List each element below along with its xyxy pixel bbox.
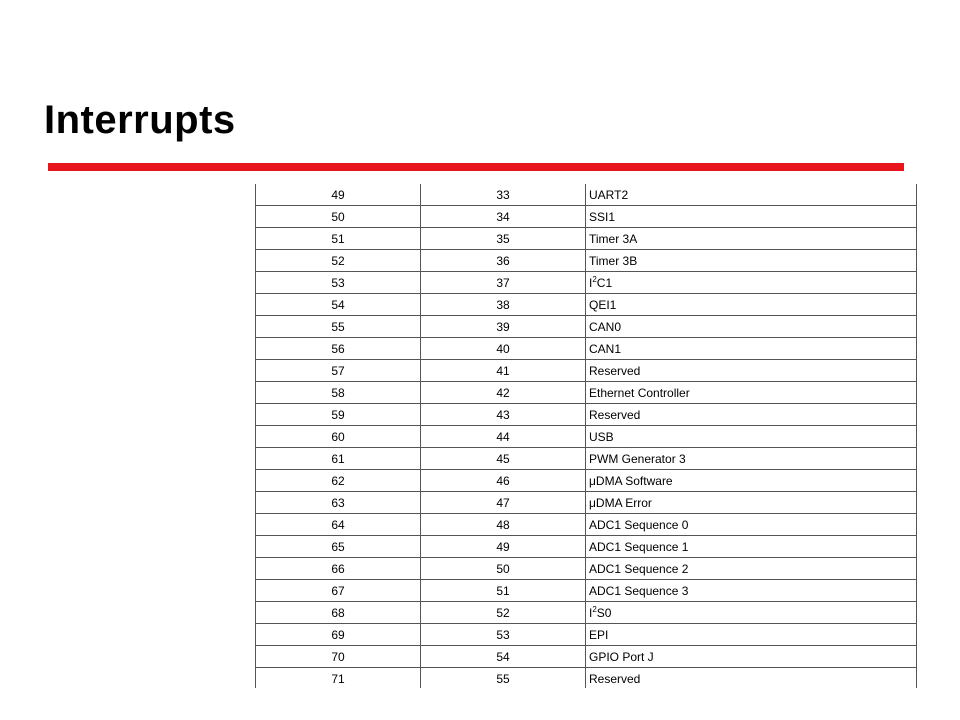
description-cell: ADC1 Sequence 3 xyxy=(586,580,917,602)
table-row xyxy=(256,492,917,514)
vector-number-cell: 65 xyxy=(256,536,421,558)
vector-number-cell: 54 xyxy=(256,294,421,316)
vector-number-cell: 60 xyxy=(256,426,421,448)
description-cell: Reserved xyxy=(586,360,917,382)
vector-number-cell: 57 xyxy=(256,360,421,382)
description-prefix: I xyxy=(589,275,593,290)
vector-number-cell: 71 xyxy=(256,668,421,689)
description-cell: ADC1 Sequence 1 xyxy=(586,536,917,558)
table-row xyxy=(256,426,917,448)
description-suffix: C1 xyxy=(596,275,613,290)
description-cell: Timer 3A xyxy=(586,228,917,250)
description-cell: Reserved xyxy=(586,404,917,426)
description-cell: ADC1 Sequence 2 xyxy=(586,558,917,580)
interrupt-number-cell: 49 xyxy=(421,536,586,558)
interrupt-table-container xyxy=(255,184,917,688)
table-row xyxy=(256,184,917,206)
description-cell xyxy=(586,272,917,294)
table-row xyxy=(256,228,917,250)
vector-number-cell: 67 xyxy=(256,580,421,602)
vector-number-cell: 58 xyxy=(256,382,421,404)
interrupt-number-cell: 54 xyxy=(421,646,586,668)
vector-number-cell: 69 xyxy=(256,624,421,646)
description-superscript: 2 xyxy=(592,274,597,284)
table-row xyxy=(256,624,917,646)
table-row xyxy=(256,250,917,272)
interrupt-number-cell: 50 xyxy=(421,558,586,580)
interrupt-number-cell: 33 xyxy=(421,184,586,206)
vector-number-cell: 66 xyxy=(256,558,421,580)
vector-number-cell: 51 xyxy=(256,228,421,250)
interrupt-number-cell: 52 xyxy=(421,602,586,624)
interrupt-number-cell: 44 xyxy=(421,426,586,448)
description-cell: UART2 xyxy=(586,184,917,206)
description-cell: ADC1 Sequence 0 xyxy=(586,514,917,536)
table-row xyxy=(256,646,917,668)
interrupt-number-cell: 39 xyxy=(421,316,586,338)
title-underline-rule xyxy=(48,163,904,171)
vector-number-cell: 68 xyxy=(256,602,421,624)
description-cell: Timer 3B xyxy=(586,250,917,272)
interrupt-number-cell: 38 xyxy=(421,294,586,316)
vector-number-cell: 52 xyxy=(256,250,421,272)
vector-number-cell: 53 xyxy=(256,272,421,294)
description-cell: Reserved xyxy=(586,668,917,689)
interrupt-number-cell: 53 xyxy=(421,624,586,646)
description-cell: Ethernet Controller xyxy=(586,382,917,404)
table-row xyxy=(256,470,917,492)
table-row xyxy=(256,580,917,602)
description-cell: PWM Generator 3 xyxy=(586,448,917,470)
interrupt-number-cell: 42 xyxy=(421,382,586,404)
interrupt-table-body xyxy=(256,184,917,688)
table-row xyxy=(256,602,917,624)
table-row xyxy=(256,338,917,360)
vector-number-cell: 50 xyxy=(256,206,421,228)
vector-number-cell: 64 xyxy=(256,514,421,536)
interrupt-number-cell: 41 xyxy=(421,360,586,382)
table-row xyxy=(256,272,917,294)
description-prefix: I xyxy=(589,605,593,620)
table-row xyxy=(256,382,917,404)
interrupt-number-cell: 37 xyxy=(421,272,586,294)
description-cell xyxy=(586,602,917,624)
description-cell: GPIO Port J xyxy=(586,646,917,668)
vector-number-cell: 59 xyxy=(256,404,421,426)
table-row xyxy=(256,514,917,536)
description-cell: μDMA Software xyxy=(586,470,917,492)
table-row xyxy=(256,316,917,338)
interrupt-number-cell: 45 xyxy=(421,448,586,470)
table-row xyxy=(256,448,917,470)
interrupt-number-cell: 48 xyxy=(421,514,586,536)
interrupt-number-cell: 35 xyxy=(421,228,586,250)
description-cell: USB xyxy=(586,426,917,448)
vector-number-cell: 55 xyxy=(256,316,421,338)
description-cell: μDMA Error xyxy=(586,492,917,514)
interrupt-number-cell: 36 xyxy=(421,250,586,272)
table-row xyxy=(256,294,917,316)
interrupt-number-cell: 34 xyxy=(421,206,586,228)
vector-number-cell: 61 xyxy=(256,448,421,470)
vector-number-cell: 70 xyxy=(256,646,421,668)
description-cell: SSI1 xyxy=(586,206,917,228)
table-row xyxy=(256,206,917,228)
table-row xyxy=(256,536,917,558)
description-cell: CAN0 xyxy=(586,316,917,338)
slide-title: Interrupts xyxy=(44,98,236,142)
description-cell: CAN1 xyxy=(586,338,917,360)
vector-number-cell: 56 xyxy=(256,338,421,360)
description-suffix: S0 xyxy=(596,605,612,620)
table-row xyxy=(256,668,917,689)
description-cell: EPI xyxy=(586,624,917,646)
interrupt-number-cell: 51 xyxy=(421,580,586,602)
vector-number-cell: 49 xyxy=(256,184,421,206)
description-cell: QEI1 xyxy=(586,294,917,316)
interrupt-number-cell: 46 xyxy=(421,470,586,492)
vector-number-cell: 63 xyxy=(256,492,421,514)
interrupt-table xyxy=(255,184,917,688)
interrupt-number-cell: 55 xyxy=(421,668,586,689)
table-row xyxy=(256,558,917,580)
description-superscript: 2 xyxy=(592,604,597,614)
table-row xyxy=(256,360,917,382)
vector-number-cell: 62 xyxy=(256,470,421,492)
interrupt-number-cell: 47 xyxy=(421,492,586,514)
interrupt-number-cell: 40 xyxy=(421,338,586,360)
table-row xyxy=(256,404,917,426)
interrupt-number-cell: 43 xyxy=(421,404,586,426)
